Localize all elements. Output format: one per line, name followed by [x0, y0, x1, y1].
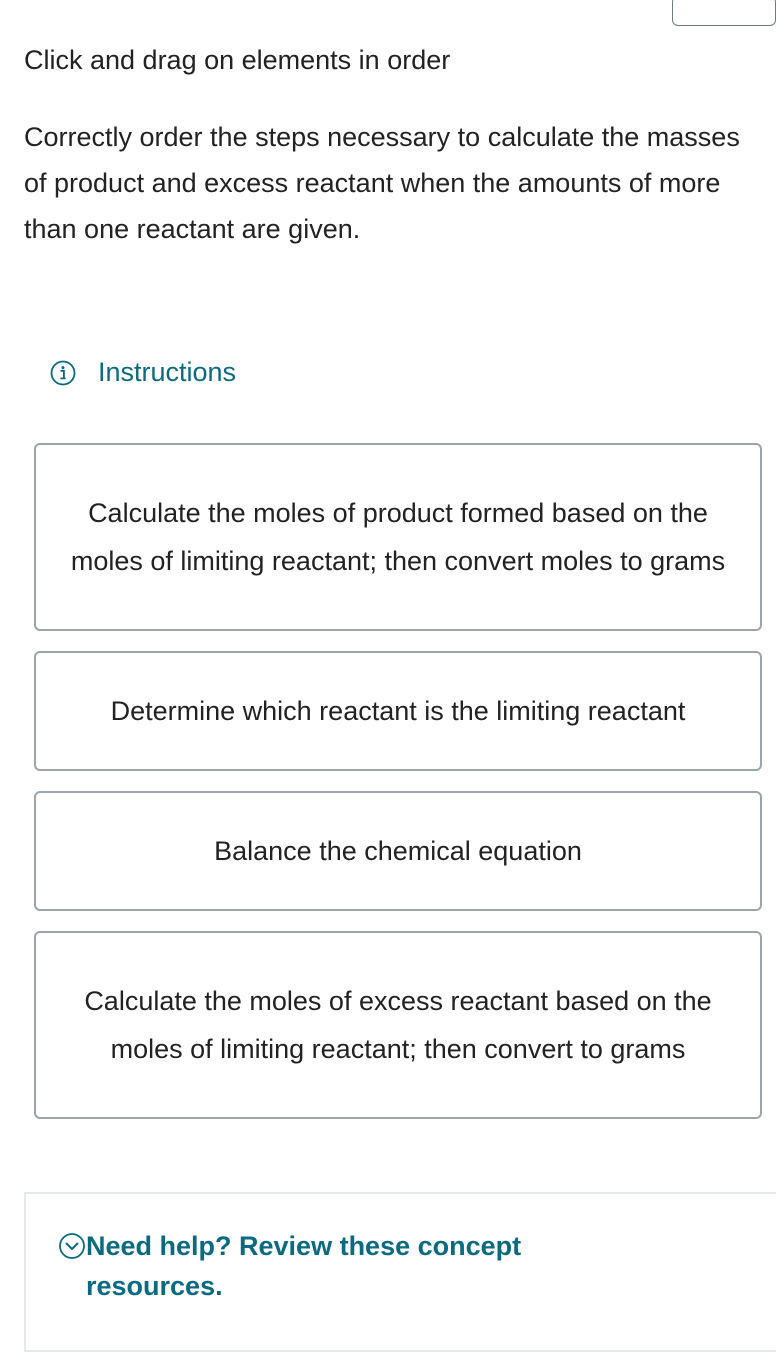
- concept-resources-link[interactable]: Need help? Review these concept resources.: [86, 1231, 522, 1301]
- instructions-toggle[interactable]: [50, 354, 236, 390]
- answer-box[interactable]: [672, 0, 776, 26]
- step-label: Determine which reactant is the limiting reactant: [110, 696, 686, 726]
- step-label: Calculate the moles of excess reactant based on the moles of limiting reactant; then convert to grams: [84, 986, 712, 1064]
- chevron-down-circle-icon[interactable]: [58, 1232, 86, 1260]
- question-text: Correctly order the steps necessary to calculate the masses of product and excess reactant when the amounts of more than one reactant are given.: [24, 122, 740, 244]
- info-circle-icon: [50, 359, 76, 385]
- step-label: Calculate the moles of product formed based on the moles of limiting reactant; then convert moles to grams: [70, 498, 726, 576]
- drag-instruction: Click and drag on elements in order: [24, 45, 451, 75]
- instructions-label: Instructions: [98, 357, 237, 387]
- draggable-step[interactable]: [34, 443, 762, 631]
- draggable-step[interactable]: [34, 931, 762, 1119]
- step-label: Balance the chemical equation: [214, 836, 582, 866]
- draggable-step[interactable]: [34, 651, 762, 771]
- draggable-step[interactable]: [34, 791, 762, 911]
